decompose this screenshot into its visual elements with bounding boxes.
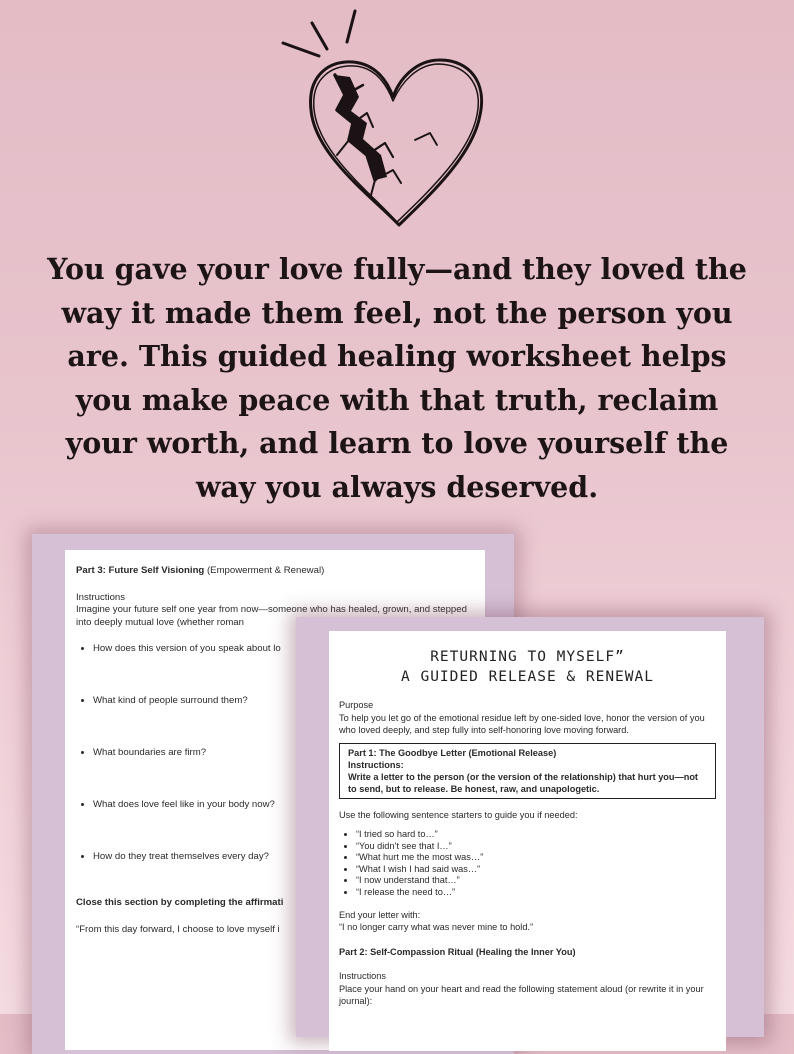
part3-subtitle: (Empowerment & Renewal)	[206, 565, 325, 576]
sentence-starter: • “I release the need to…”	[356, 887, 716, 899]
instructions-text: Imagine your future self one year from now—someone who has healed, grown, and stepped into deeply mutual love (whether roman	[76, 604, 467, 628]
starters-intro: Use the following sentence starters to guide you if needed:	[339, 809, 578, 820]
question-item: • How does this version of you speak about lo	[93, 643, 474, 655]
part1-box	[339, 743, 716, 799]
sentence-starter: • “I now understand that…”	[356, 875, 716, 887]
question-item: • How do they treat themselves every day?	[93, 851, 474, 863]
broken-heart-icon	[275, 5, 515, 235]
part1-title: Part 1: The Goodbye Letter (Emotional Release)	[348, 747, 557, 758]
question-item: • What does love feel like in your body now?	[93, 799, 474, 811]
end-letter-text: “I no longer carry what was never mine to hold.”	[339, 922, 534, 933]
affirmation-quote: “From this day forward, I choose to love myself i	[76, 923, 280, 935]
worksheet-paper-front	[329, 631, 726, 1051]
part1-instructions-text: Write a letter to the person (or the version of the relationship) that hurt you—not to send, but to release. Be honest, raw, and unapologetic.	[348, 771, 698, 794]
part3-title: Part 3: Future Self Visioning	[76, 565, 205, 576]
worksheet-title-line2: A GUIDED RELEASE & RENEWAL	[401, 669, 654, 685]
sentence-starter: • “I tried so hard to…”	[356, 829, 716, 841]
question-item: • What boundaries are firm?	[93, 747, 474, 759]
part2-instructions-text: Place your hand on your heart and read the following statement aloud (or rewrite it in your journal):	[339, 983, 704, 1007]
purpose-label: Purpose	[339, 700, 374, 710]
worksheet-title	[339, 647, 716, 687]
close-section-text: Close this section by completing the affirmati	[76, 897, 284, 908]
part2-instructions-label: Instructions	[339, 971, 386, 982]
part2-title: Part 2: Self-Compassion Ritual (Healing the Inner You)	[339, 946, 576, 957]
headline: You gave your love fully—and they loved the way it made them feel, not the person you are. This guided healing worksheet helps you make peace with that truth, reclaim your worth, and learn to love yourself the way you always deserved.	[47, 252, 747, 504]
end-letter-label: End your letter with:	[339, 909, 421, 920]
worksheet-title-line1: RETURNING TO MYSELF”	[430, 649, 625, 665]
question-item: • What kind of people surround them?	[93, 695, 474, 707]
sentence-starter-list	[339, 829, 716, 899]
purpose-text: To help you let go of the emotional residue left by one-sided love, honor the version of you who loved deeply, and step fully into self-honoring love moving forward.	[339, 712, 705, 735]
sentence-starter: • “What I wish I had said was…”	[356, 864, 716, 876]
instructions-label: Instructions	[76, 591, 126, 603]
sentence-starter: • “You didn’t see that I…”	[356, 841, 716, 853]
part3-heading	[76, 565, 474, 578]
worksheet-page-front	[296, 617, 764, 1037]
part1-instructions-label: Instructions:	[348, 759, 404, 770]
sentence-starter: • “What hurt me the most was…”	[356, 852, 716, 864]
